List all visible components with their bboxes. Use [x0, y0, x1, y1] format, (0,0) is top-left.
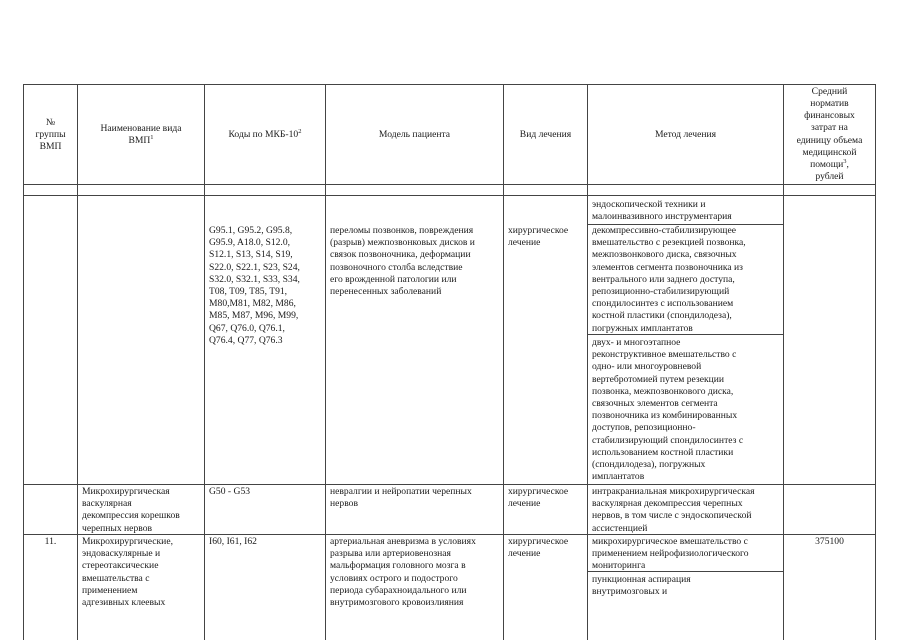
method-cell: эндоскопической техники и малоинвазивного инструментария [592, 199, 732, 223]
method-cell: декомпрессивно-стабилизирующее вмешательство с резекцией позвонка, межпозвонкового диска, связочных элементов сегмента позвоночника из вентрального или заднего доступа, репозиционно-стабилизирующий спондилосинтез с использованием костной пластики (спондилодеза), погружных имплантатов [592, 225, 746, 334]
footnote-marker: 3 [843, 157, 847, 165]
table-right-border [875, 84, 876, 640]
header-treatment-type [504, 86, 587, 184]
header-group-no-text: № группы ВМП [35, 116, 66, 153]
norm-cost-cell: 375100 [815, 536, 844, 547]
header-vmp-name-label: Наименование вида ВМП [100, 122, 182, 146]
footnote-marker: 2 [298, 127, 302, 135]
patient-model-cell: невралгии и нейропатии черепных нервов [330, 486, 472, 510]
method-cell: микрохирургическое вмешательство с применением нейрофизиологического мониторинга [592, 536, 749, 572]
mkb-codes-cell: G50 - G53 [209, 486, 251, 497]
header-mkb-codes-label: Коды по МКБ-10 [228, 128, 299, 140]
header-mkb-codes-text [229, 129, 302, 141]
method-cell: интракраниальная микрохирургическая васкулярная декомпрессия черепных нервов, в том числе с эндоскопической ассистенцией [592, 486, 755, 534]
spacer-row-border [23, 195, 875, 196]
header-group-no [24, 86, 77, 184]
patient-model-cell: артериальная аневризма в условиях разрыва или артериовенозная мальформация головного мозга в условиях острого и подострого периода субарахноидального или внутримозгового кровоизлияния [330, 536, 476, 609]
treatment-type-cell: хирургическое лечение [508, 536, 569, 560]
row-divider [23, 484, 875, 485]
group-no-cell: 11. [44, 536, 57, 547]
mkb-codes-cell: I60, I61, I62 [209, 536, 257, 547]
treatment-type-cell: хирургическое лечение [508, 225, 569, 249]
treatment-type-cell: хирургическое лечение [508, 486, 569, 510]
vmp-name-cell: Микрохирургические, эндоваскулярные и стереотаксические вмешательства с применением адгезивных клеевых [82, 536, 173, 609]
method-cell: двух- и многоэтапное реконструктивное вмешательство с одно- или многоуровневой вертебротомией путем резекции позвонка, межпозвонкового диска, связочных элементов сегмента позвоночника из комбинированных доступов, репозиционно- стабилизирующий спондилосинтез с использованием костной пластики (спондилодеза), погружных имплантатов [592, 337, 744, 483]
header-treatment-type-text: Вид лечения [519, 128, 572, 140]
header-norm-cost-label: Средний норматив финансовых затрат на единицу объема медицинской помощи [796, 85, 863, 170]
vmp-name-cell: Микрохирургическая васкулярная декомпрессия корешков черепных нервов [82, 486, 180, 534]
table-top-border [23, 84, 875, 85]
header-treatment-method-text: Метод лечения [654, 128, 717, 140]
patient-model-cell: переломы позвонков, повреждения (разрыв) межпозвонковых дисков и связок позвоночника, деформации позвоночного столба вследствие его врожденной патологии или перенесенных заболеваний [330, 225, 475, 298]
header-patient-model [326, 86, 503, 184]
header-norm-cost [784, 85, 875, 184]
header-vmp-name [78, 86, 204, 184]
header-norm-cost-text [797, 86, 863, 184]
header-bottom-border [23, 184, 875, 185]
header-treatment-method [588, 86, 783, 184]
header-vmp-name-text [101, 123, 182, 147]
method-cell: пункционная аспирация внутримозговых и [592, 574, 691, 598]
mkb-codes-cell: G95.1, G95.2, G95.8, G95.9, A18.0, S12.0, S12.1, S13, S14, S19, S22.0, S22.1, S23, S24, S32.0, S32.1, S33, S34, T08, T09, T85, T91, M80,M81, M82, M86, M85, M87, M96, M99, Q67, Q76.0, Q76.1, Q76.4, Q77, Q76.3 [209, 225, 300, 346]
header-norm-cost-unit: , рублей [815, 158, 849, 183]
footnote-marker: 1 [150, 133, 154, 141]
header-mkb-codes [205, 86, 325, 184]
header-patient-model-text: Модель пациента [378, 128, 451, 140]
